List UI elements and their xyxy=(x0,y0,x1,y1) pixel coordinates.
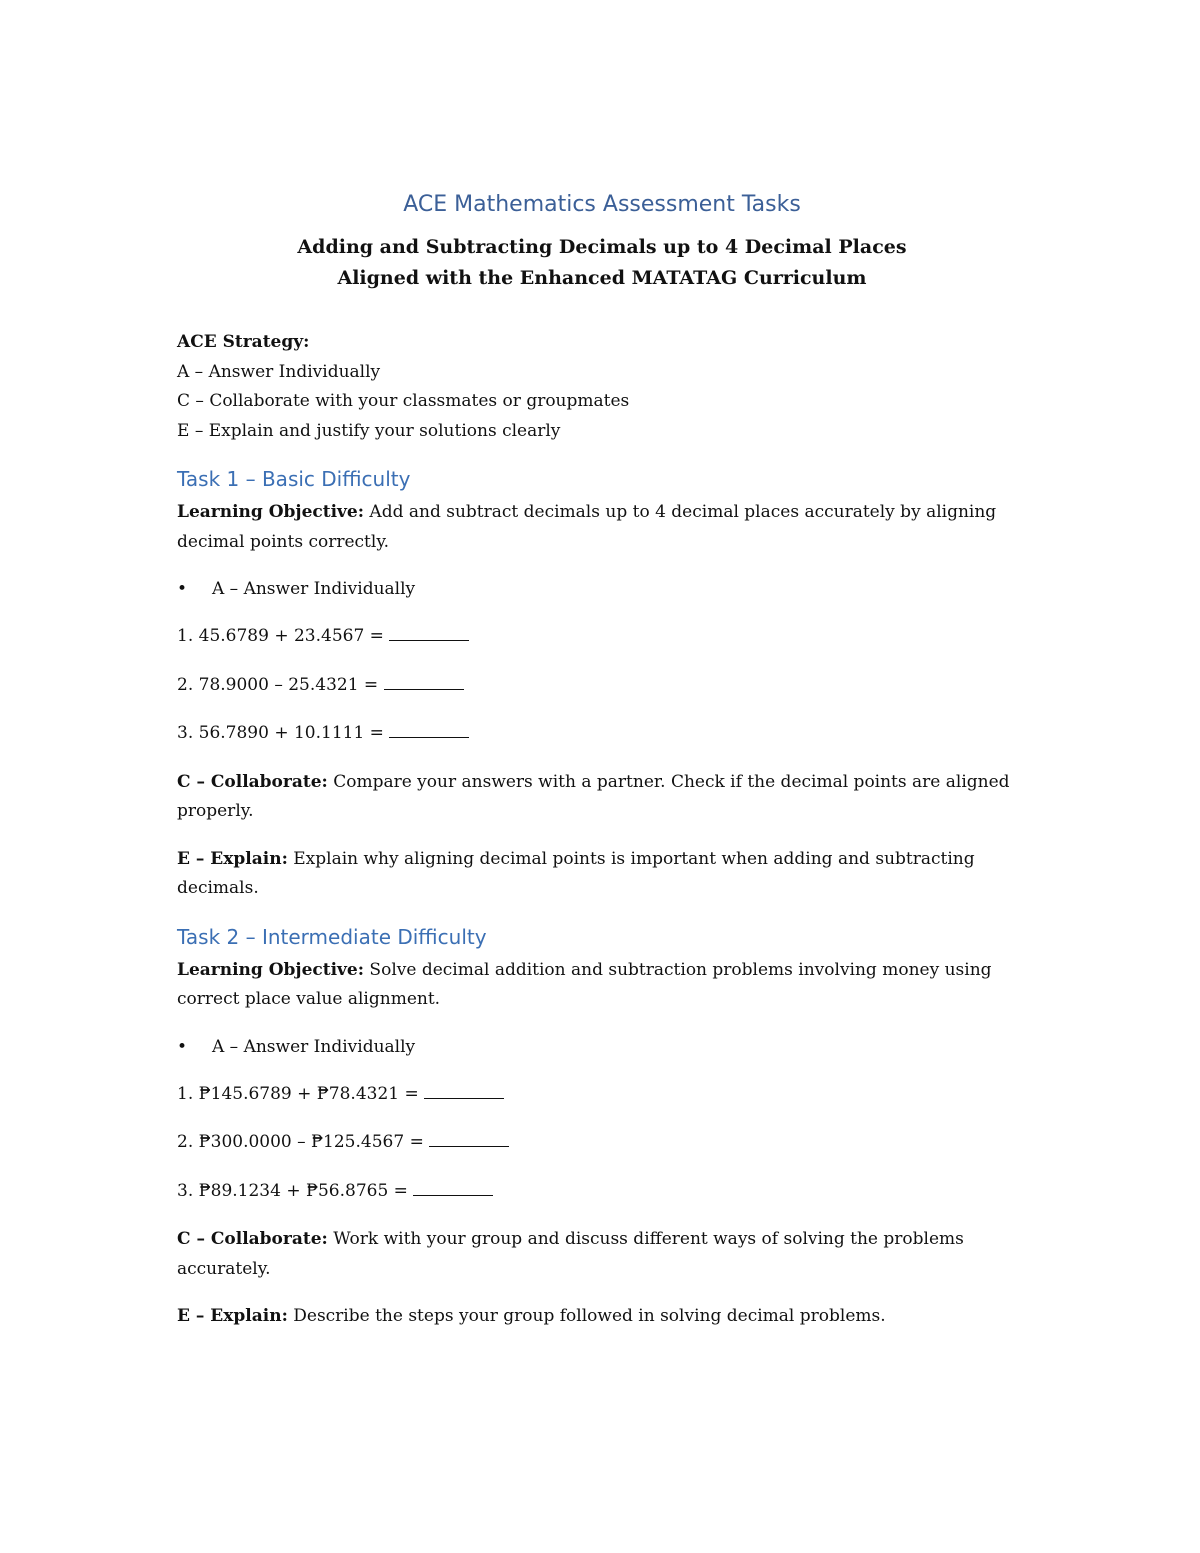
task2-item-2-text: 2. ₱300.0000 – ₱125.4567 = xyxy=(177,1132,430,1152)
ace-strategy-explain: E – Explain and justify your solutions clearly xyxy=(177,420,561,441)
answer-blank xyxy=(429,1132,509,1147)
task2-item-2 xyxy=(177,1128,1027,1157)
task2-item-3-text: 3. ₱89.1234 + ₱56.8765 = xyxy=(177,1180,414,1201)
task2-heading: Task 2 – Intermediate Difficulty xyxy=(177,924,487,949)
document-subtitle-line1: Adding and Subtracting Decimals up to 4 Decimal Places xyxy=(297,236,907,258)
task1-heading: Task 1 – Basic Difficulty xyxy=(177,467,411,491)
ace-strategy-label: ACE Strategy: xyxy=(177,332,310,352)
task1-collaborate-label: C – Collaborate: xyxy=(177,771,328,792)
task1-objective xyxy=(177,498,1027,557)
task2-bullet xyxy=(177,1033,1027,1062)
answer-blank xyxy=(384,675,464,690)
task1-item-2-text: 2. 78.9000 – 25.4321 = xyxy=(177,674,384,695)
task1-explain-text: Explain why aligning decimal points is important when adding and subtracting decimals. xyxy=(177,848,975,898)
bullet-icon: • xyxy=(177,579,188,599)
document-content xyxy=(177,190,1027,1350)
ace-strategy-block xyxy=(177,328,1027,446)
bullet-icon: • xyxy=(177,1036,188,1057)
answer-blank xyxy=(424,1084,504,1099)
ace-strategy-answer: A – Answer Individually xyxy=(177,361,381,382)
task1-bullet-text: A – Answer Individually xyxy=(212,579,416,599)
document-subtitle-line2: Aligned with the Enhanced MATATAG Curriculum xyxy=(337,267,867,289)
ace-strategy-collaborate: C – Collaborate with your classmates or groupmates xyxy=(177,391,630,411)
task1-item-2 xyxy=(177,671,1027,700)
task2-objective-text: Solve decimal addition and subtraction problems involving money using correct place value alignment. xyxy=(177,959,992,1009)
task2-collaborate-label: C – Collaborate: xyxy=(177,1229,328,1249)
task1-item-3 xyxy=(177,719,1027,748)
task1-collaborate-text: Compare your answers with a partner. Check if the decimal points are aligned properly. xyxy=(177,771,1010,821)
task1-bullet xyxy=(177,575,1027,604)
answer-blank xyxy=(389,626,469,641)
task1-item-3-text: 3. 56.7890 + 10.1111 = xyxy=(177,723,390,743)
task2-explain xyxy=(177,1302,1027,1332)
answer-blank xyxy=(389,723,469,738)
task2-collaborate xyxy=(177,1225,1027,1284)
task2-item-3 xyxy=(177,1177,1027,1206)
task2-explain-text: Describe the steps your group followed in solving decimal problems. xyxy=(287,1306,886,1326)
task1-objective-label: Learning Objective: xyxy=(177,502,365,522)
task2-objective-label: Learning Objective: xyxy=(177,959,365,980)
answer-blank xyxy=(413,1181,493,1196)
task1-explain xyxy=(177,845,1027,904)
task1-objective-text: Add and subtract decimals up to 4 decimal places accurately by aligning decimal points correctly. xyxy=(177,502,997,552)
task2-collaborate-text: Work with your group and discuss different ways of solving the problems accurately. xyxy=(177,1229,964,1279)
task1-explain-label: E – Explain: xyxy=(177,848,288,869)
task2-objective xyxy=(177,956,1027,1015)
document-title: ACE Mathematics Assessment Tasks xyxy=(403,192,801,217)
task1-collaborate xyxy=(177,768,1027,827)
task2-bullet-text: A – Answer Individually xyxy=(212,1036,416,1057)
task2-item-1-text: 1. ₱145.6789 + ₱78.4321 = xyxy=(177,1083,425,1104)
task1-item-1-text: 1. 45.6789 + 23.4567 = xyxy=(177,626,390,646)
task2-explain-label: E – Explain: xyxy=(177,1306,288,1326)
task2-item-1 xyxy=(177,1080,1027,1109)
task1-item-1 xyxy=(177,622,1027,651)
